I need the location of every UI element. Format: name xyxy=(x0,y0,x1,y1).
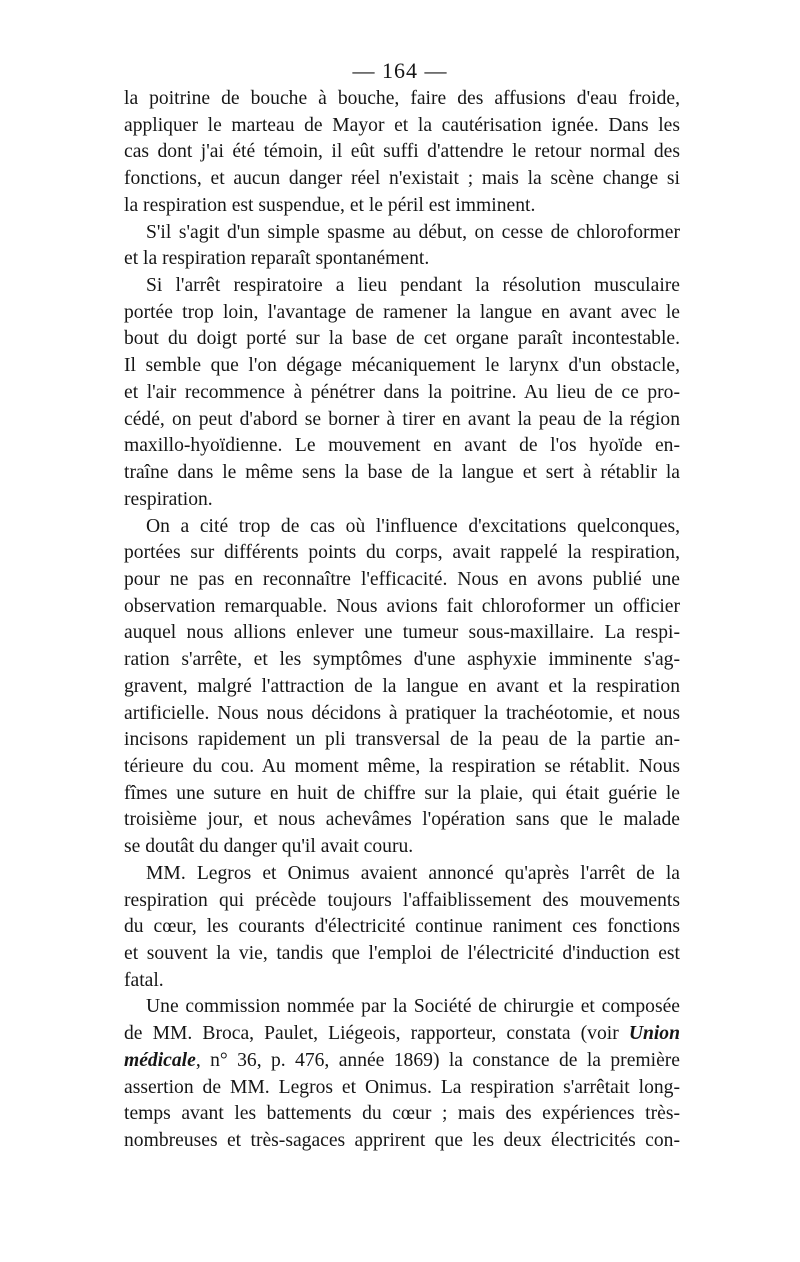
text-line: pour ne pas en reconnaître l'efficacité. Nous en avons publié une xyxy=(124,568,680,590)
text-line: la poitrine de bouche à bouche, faire des affusions d'eau froide, xyxy=(124,88,680,109)
text-line: assertion de MM. Legros et Onimus. La respiration s'arrêtait long- xyxy=(124,1076,680,1098)
paragraph-start-line: On a cité trop de cas où l'influence d'excitations quelconques, xyxy=(146,515,680,537)
text-line: nombreuses et très-sagaces apprirent que les deux électricités con- xyxy=(124,1130,680,1152)
text-line: cas dont j'ai été témoin, il eût suffi d'attendre le retour normal des xyxy=(124,141,680,163)
text-line: térieure du cou. Au moment même, la respiration se rétablit. Nous xyxy=(124,755,680,777)
text-line: et l'air recommence à pénétrer dans la poitrine. Au lieu de ce pro- xyxy=(124,381,680,403)
text-line: respiration qui précède toujours l'affaiblissement des mouvements xyxy=(124,889,680,911)
text-line: fatal. xyxy=(124,969,164,991)
text-line: fonctions, et aucun danger réel n'existait ; mais la scène change si xyxy=(124,168,680,190)
text-line: portées sur différents points du corps, avait rappelé la respiration, xyxy=(124,542,680,564)
text-segment: , n° 36, p. 476, année 1869) la constance de la première xyxy=(195,1049,680,1071)
page-number: — 164 — xyxy=(352,58,448,83)
text-line: observation remarquable. Nous avions fait chloroformer un officier xyxy=(124,595,680,617)
text-line: auquel nous allions enlever une tumeur sous-maxillaire. La respi- xyxy=(124,622,680,644)
text-line xyxy=(124,1021,680,1048)
text-line: bout du doigt porté sur la base de cet organe paraît incontestable. xyxy=(124,328,680,350)
text-line: artificielle. Nous nous décidons à pratiquer la trachéotomie, et nous xyxy=(124,702,680,724)
body-text xyxy=(124,86,680,1155)
text-line xyxy=(124,1048,680,1075)
text-line: la respiration est suspendue, et le péril est imminent. xyxy=(124,194,536,216)
text-line: appliquer le marteau de Mayor et la cautérisation ignée. Dans les xyxy=(124,114,680,136)
text-line: incisons rapidement un pli transversal de la peau de la partie an- xyxy=(124,729,680,751)
text-line: traîne dans le même sens la base de la langue et sert à rétablir la xyxy=(124,462,680,484)
paragraph-start-line: S'il s'agit d'un simple spasme au début, on cesse de chloroformer xyxy=(146,221,680,243)
text-line: maxillo-hyoïdienne. Le mouvement en avant de l'os hyoïde en- xyxy=(124,435,680,457)
text-line: temps avant les battements du cœur ; mais des expériences très- xyxy=(124,1103,680,1125)
paragraph-start-line: Une commission nommée par la Société de chirurgie et composée xyxy=(146,996,680,1018)
text-line: troisième jour, et nous achevâmes l'opération sans que le malade xyxy=(124,809,680,831)
text-segment: de MM. Broca, Paulet, Liégeois, rapporteur, constata (voir xyxy=(124,1023,629,1045)
text-line: portée trop loin, l'avantage de ramener la langue en avant avec le xyxy=(124,301,680,323)
text-line: et souvent la vie, tandis que l'emploi de l'électricité d'induction est xyxy=(124,943,680,964)
paragraph-start-line: Si l'arrêt respiratoire a lieu pendant la résolution musculaire xyxy=(146,275,680,297)
text-line: cédé, on peut d'abord se borner à tirer en avant la peau de la région xyxy=(124,408,680,430)
journal-title-part: Union xyxy=(628,1023,680,1045)
text-line: Il semble que l'on dégage mécaniquement le larynx d'un obstacle, xyxy=(124,355,680,377)
text-line: respiration. xyxy=(124,488,213,510)
text-line: se doutât du danger qu'il avait couru. xyxy=(124,836,414,858)
journal-title-part: médicale xyxy=(124,1049,196,1071)
text-line: ration s'arrête, et les symptômes d'une asphyxie imminente s'ag- xyxy=(124,649,680,671)
text-line: du cœur, les courants d'électricité continue raniment ces fonctions xyxy=(124,916,680,938)
paragraph-start-line: MM. Legros et Onimus avaient annoncé qu'après l'arrêt de la xyxy=(146,862,680,884)
text-line: fîmes une suture en huit de chiffre sur la plaie, qui était guérie le xyxy=(124,782,680,804)
text-line: gravent, malgré l'attraction de la langue en avant et la respiration xyxy=(124,675,680,697)
text-line: et la respiration reparaît spontanément. xyxy=(124,248,430,270)
